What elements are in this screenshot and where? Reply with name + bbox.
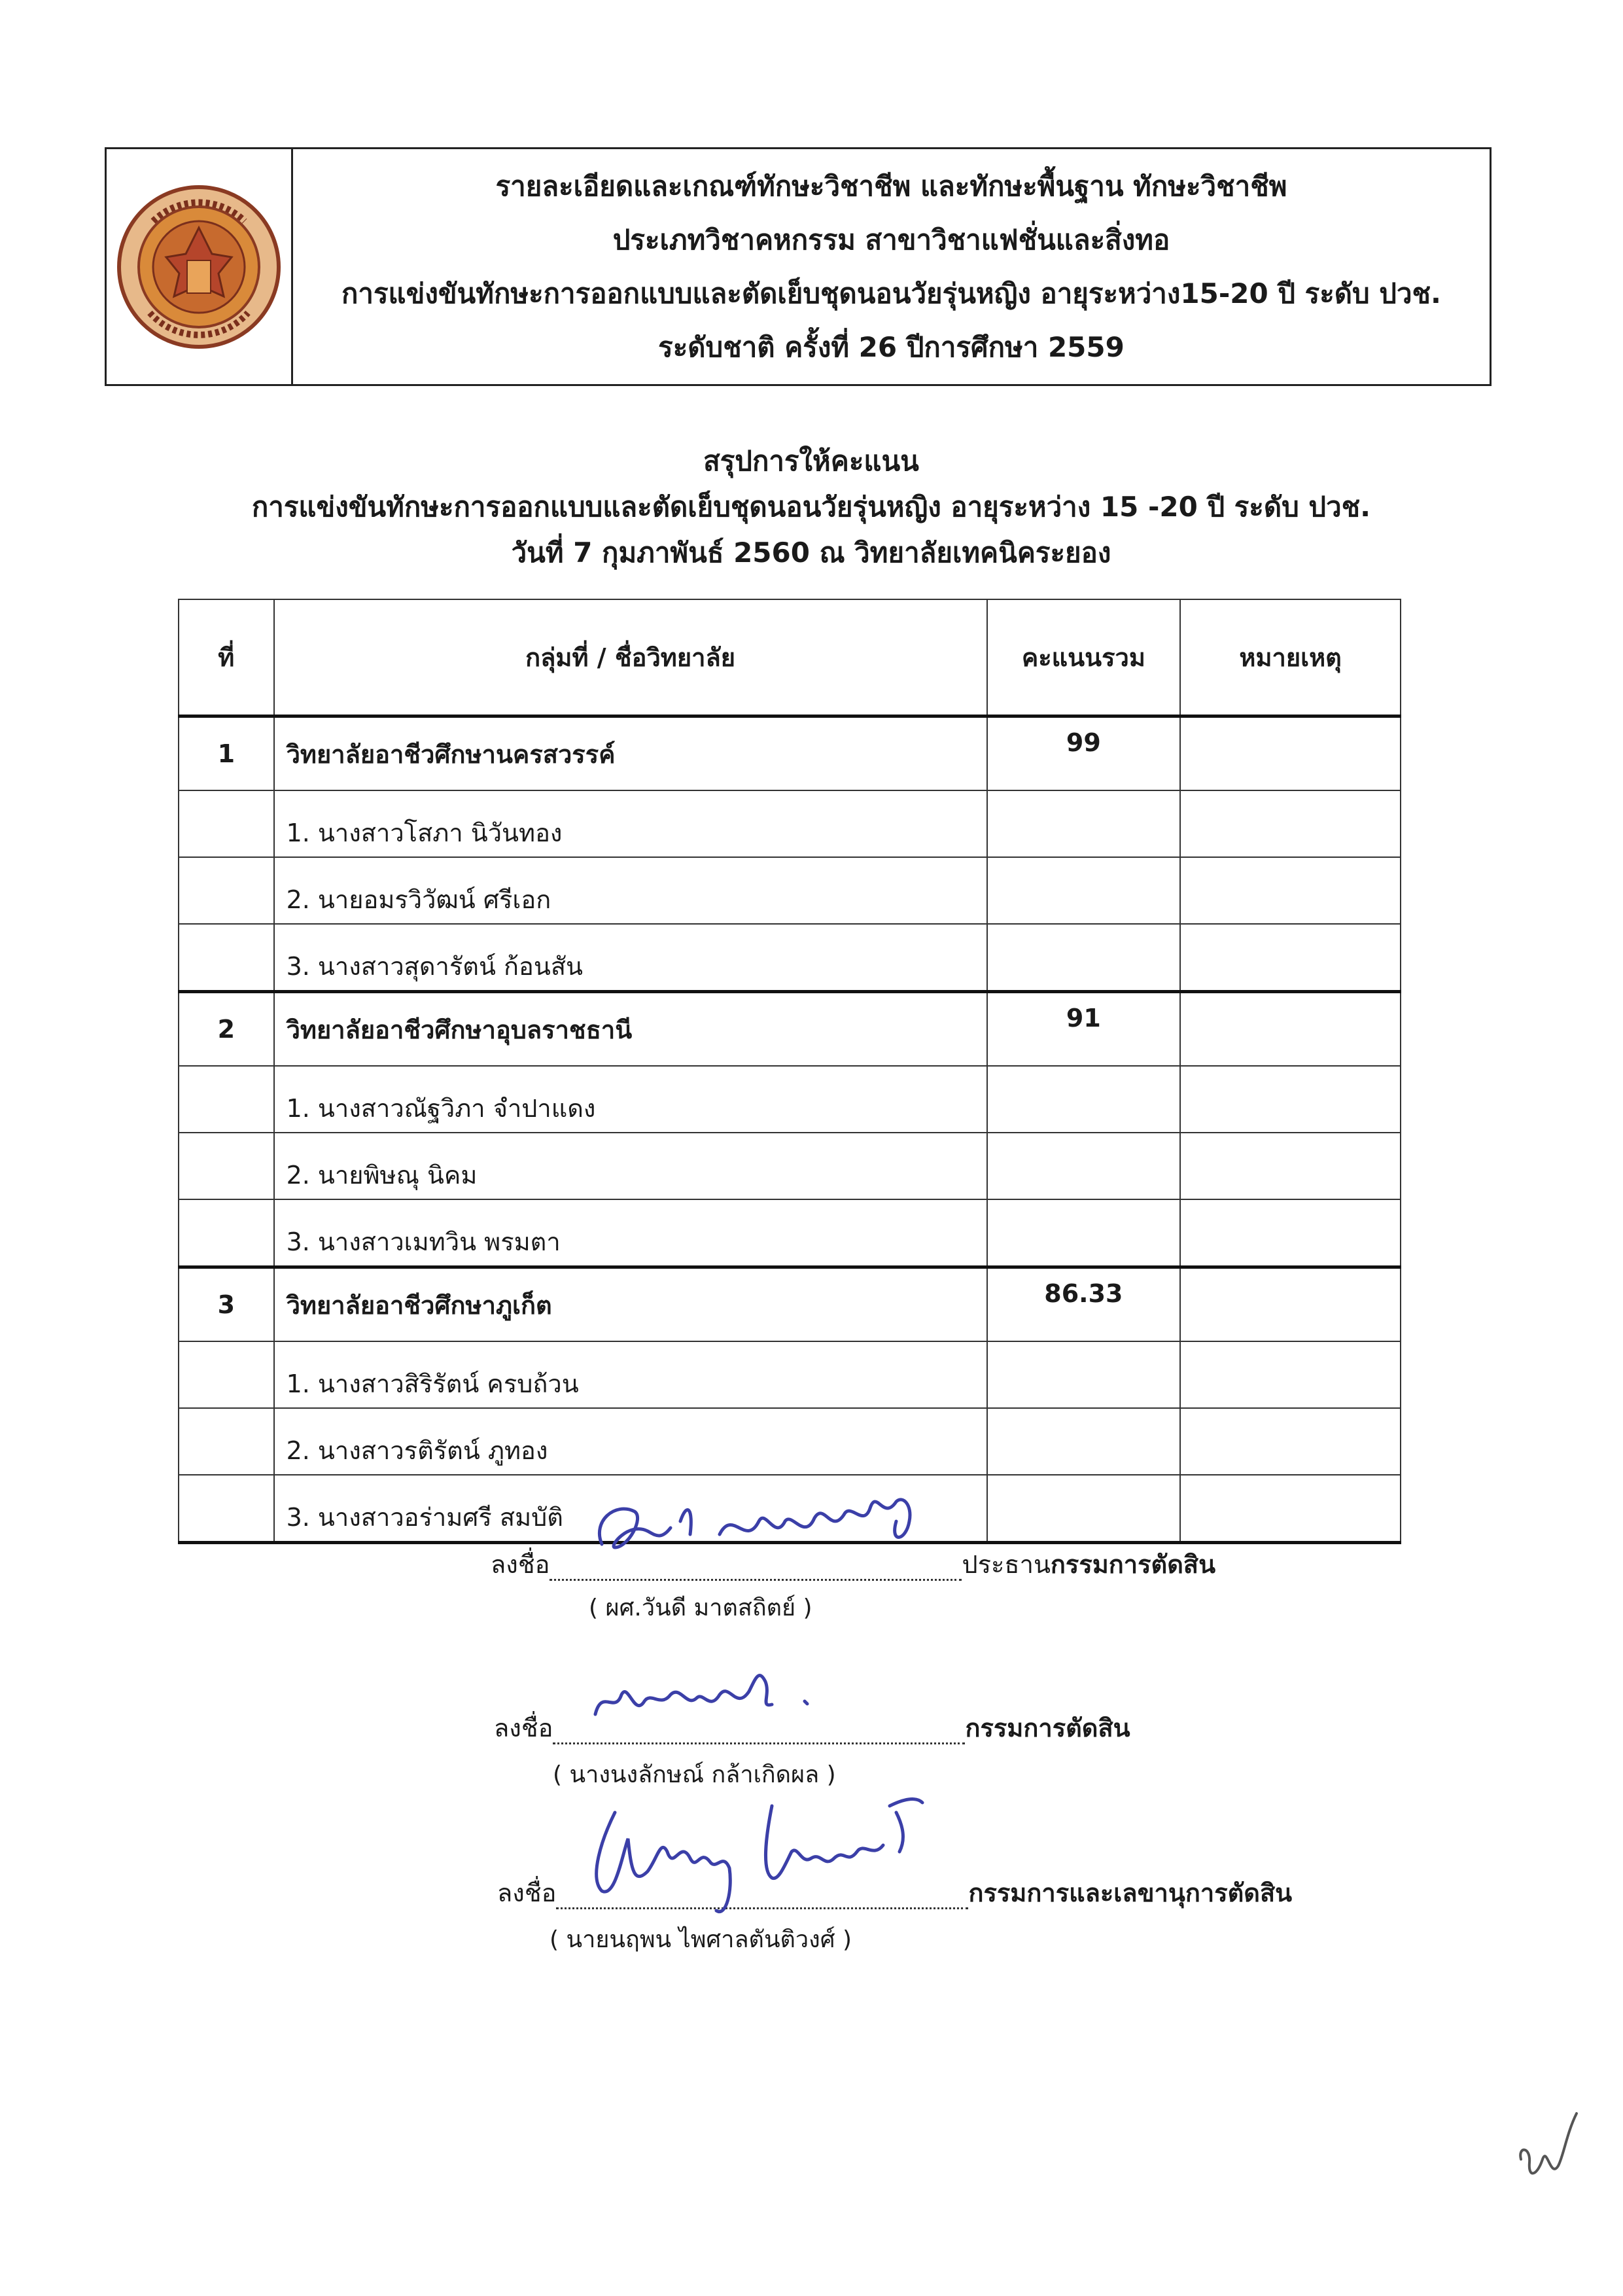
- college-score: 91: [987, 992, 1181, 1067]
- member-name: 2. นางสาวรติรัตน์ ภูทอง: [274, 1408, 987, 1475]
- header-line-4: ระดับชาติ ครั้งที่ 26 ปีการศึกษา 2559: [658, 330, 1125, 363]
- handwritten-initial-mark: [1511, 2107, 1590, 2192]
- college-name: วิทยาลัยอาชีวศึกษานครสวรรค์: [274, 716, 987, 791]
- header-remark: หมายเหตุ: [1180, 599, 1401, 716]
- summary-subtitle: การแข่งขันทักษะการออกแบบและตัดเย็บชุดนอนวัยรุ่นหญิง อายุระหว่าง 15 -20 ปี ระดับ ปวช.: [251, 491, 1371, 523]
- member-score-cell: [987, 1475, 1181, 1543]
- member-score-cell: [987, 857, 1181, 924]
- member-score-cell: [987, 790, 1181, 857]
- header-line-1: รายละเอียดและเกณฑ์ทักษะวิชาชีพ และทักษะพื้นฐาน ทักษะวิชาชีพ: [495, 169, 1287, 202]
- header-line-2: ประเภทวิชาคหกรรม สาขาวิชาแฟชั่นและสิ่งทอ: [612, 223, 1170, 256]
- member-name: 1. นางสาวโสภา นิวันทอง: [274, 790, 987, 857]
- member-no-cell: [179, 1341, 274, 1408]
- member-score-cell: [987, 1066, 1181, 1133]
- college-row: [179, 1267, 1401, 1342]
- member-score-cell: [987, 1133, 1181, 1199]
- logo-cell: [107, 149, 293, 384]
- signature-role: [962, 1550, 1215, 1579]
- signature-name-3: ( นายนฤพน ไพศาลตันติวงศ์ ): [550, 1926, 852, 1953]
- member-no-cell: [179, 924, 274, 992]
- member-no-cell: [179, 857, 274, 924]
- member-row: [179, 857, 1401, 924]
- college-row: [179, 992, 1401, 1067]
- member-row: [179, 1199, 1401, 1267]
- member-remark-cell: [1180, 1341, 1401, 1408]
- member-name: 2. นายพิษณุ นิคม: [274, 1133, 987, 1199]
- member-row: [179, 1341, 1401, 1408]
- summary-date-venue: วันที่ 7 กุมภาพันธ์ 2560 ณ วิทยาลัยเทคนิคระยอง: [511, 537, 1111, 569]
- signature-role-title: กรรมการตัดสิน: [965, 1714, 1130, 1742]
- college-name: วิทยาลัยอาชีวศึกษาอุบลราชธานี: [274, 992, 987, 1067]
- member-name: 3. นางสาวอร่ามศรี สมบัติ: [274, 1475, 987, 1543]
- signature-role-title: กรรมการและเลขานุการตัดสิน: [968, 1879, 1293, 1907]
- header-title-block: [293, 149, 1490, 384]
- signature-role-prefix: ประธาน: [962, 1550, 1051, 1579]
- member-no-cell: [179, 1408, 274, 1475]
- vocational-commission-seal-icon: [114, 182, 284, 352]
- signature-prefix: ลงชื่อ: [497, 1879, 557, 1907]
- signature-name-2: ( นางนงลักษณ์ กล้าเกิดผล ): [553, 1761, 836, 1788]
- header-score: คะแนนรวม: [987, 599, 1181, 716]
- member-no-cell: [179, 1199, 274, 1267]
- header-no: ที่: [179, 599, 274, 716]
- member-name: 3. นางสาวเมทวิน พรมตา: [274, 1199, 987, 1267]
- college-name: วิทยาลัยอาชีวศึกษาภูเก็ต: [274, 1267, 987, 1342]
- member-remark-cell: [1180, 1475, 1401, 1543]
- member-name: 1. นางสาวสิริรัตน์ ครบถ้วน: [274, 1341, 987, 1408]
- signature-role: [965, 1714, 1130, 1742]
- score-table: [178, 599, 1401, 1544]
- college-no: 2: [179, 992, 274, 1067]
- signature-role: [968, 1879, 1292, 1907]
- member-row: [179, 1408, 1401, 1475]
- member-remark-cell: [1180, 790, 1401, 857]
- summary-title: สรุปการให้คะแนน: [703, 445, 919, 477]
- member-no-cell: [179, 1066, 274, 1133]
- member-remark-cell: [1180, 924, 1401, 992]
- signature-name-1: ( ผศ.วันดี มาตสถิตย์ ): [589, 1595, 812, 1621]
- header-group: กลุ่มที่ / ชื่อวิทยาลัย: [274, 599, 987, 716]
- member-score-cell: [987, 1199, 1181, 1267]
- member-name: 1. นางสาวณัฐวิภา จำปาแดง: [274, 1066, 987, 1133]
- member-remark-cell: [1180, 857, 1401, 924]
- signature-prefix: ลงชื่อ: [491, 1550, 550, 1579]
- signature-prefix: ลงชื่อ: [494, 1714, 553, 1742]
- college-remark: [1180, 992, 1401, 1067]
- college-row: [179, 716, 1401, 791]
- college-remark: [1180, 1267, 1401, 1342]
- summary-heading: [131, 438, 1492, 576]
- college-no: 3: [179, 1267, 274, 1342]
- handwritten-signature-2: [589, 1655, 837, 1734]
- member-remark-cell: [1180, 1408, 1401, 1475]
- member-no-cell: [179, 1475, 274, 1543]
- member-score-cell: [987, 1408, 1181, 1475]
- member-remark-cell: [1180, 1199, 1401, 1267]
- member-no-cell: [179, 790, 274, 857]
- member-name: 2. นายอมรวิวัฒน์ ศรีเอก: [274, 857, 987, 924]
- member-row: [179, 1133, 1401, 1199]
- member-remark-cell: [1180, 1066, 1401, 1133]
- member-row: [179, 790, 1401, 857]
- table-header-row: [179, 599, 1401, 716]
- header-line-3: การแข่งขันทักษะการออกแบบและตัดเย็บชุดนอนวัยรุ่นหญิง อายุระหว่าง15-20 ปี ระดับ ปวช.: [341, 277, 1442, 309]
- member-row: [179, 924, 1401, 992]
- college-no: 1: [179, 716, 274, 791]
- college-score: 86.33: [987, 1267, 1181, 1342]
- member-remark-cell: [1180, 1133, 1401, 1199]
- member-name: 3. นางสาวสุดารัตน์ ก้อนสัน: [274, 924, 987, 992]
- member-score-cell: [987, 1341, 1181, 1408]
- handwritten-signature-3: [576, 1786, 929, 1930]
- member-row: [179, 1066, 1401, 1133]
- handwritten-signature-1: [589, 1482, 929, 1580]
- college-score: 99: [987, 716, 1181, 791]
- member-score-cell: [987, 924, 1181, 992]
- header-box: [105, 147, 1492, 386]
- signature-role-title: กรรมการตัดสิน: [1050, 1550, 1216, 1579]
- member-no-cell: [179, 1133, 274, 1199]
- college-remark: [1180, 716, 1401, 791]
